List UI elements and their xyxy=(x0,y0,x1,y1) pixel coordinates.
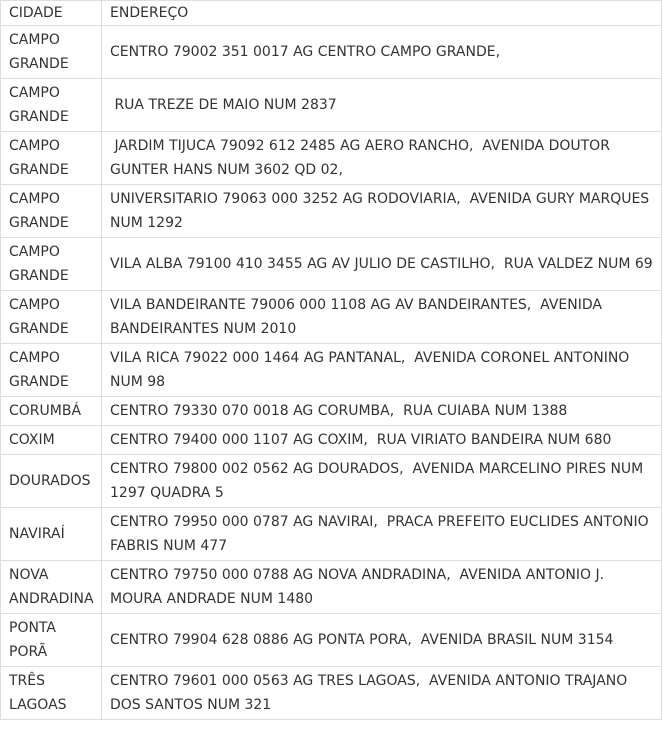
address-cell: CENTRO 79601 000 0563 AG TRES LAGOAS, AVENIDA ANTONIO TRAJANO DOS SANTOS NUM 321 xyxy=(102,667,662,720)
table-row xyxy=(1,508,662,561)
table-row xyxy=(1,291,662,344)
address-cell: CENTRO 79800 002 0562 AG DOURADOS, AVENIDA MARCELINO PIRES NUM 1297 QUADRA 5 xyxy=(102,455,662,508)
city-cell: COXIM xyxy=(1,426,102,455)
address-cell: JARDIM TIJUCA 79092 612 2485 AG AERO RANCHO, AVENIDA DOUTOR GUNTER HANS NUM 3602 QD 02, xyxy=(102,132,662,185)
city-cell: TRÊS LAGOAS xyxy=(1,667,102,720)
address-cell: CENTRO 79950 000 0787 AG NAVIRAI, PRACA PREFEITO EUCLIDES ANTONIO FABRIS NUM 477 xyxy=(102,508,662,561)
city-cell: CAMPO GRANDE xyxy=(1,291,102,344)
city-cell: CAMPO GRANDE xyxy=(1,185,102,238)
table-row xyxy=(1,79,662,132)
address-table-body xyxy=(1,1,662,720)
city-cell: CAMPO GRANDE xyxy=(1,132,102,185)
table-row xyxy=(1,561,662,614)
city-cell: NAVIRAÍ xyxy=(1,508,102,561)
address-cell: CENTRO 79002 351 0017 AG CENTRO CAMPO GRANDE, xyxy=(102,26,662,79)
table-header-row xyxy=(1,1,662,26)
table-row xyxy=(1,426,662,455)
city-cell: CAMPO GRANDE xyxy=(1,26,102,79)
table-row xyxy=(1,185,662,238)
table-row xyxy=(1,132,662,185)
address-cell: CENTRO 79904 628 0886 AG PONTA PORA, AVENIDA BRASIL NUM 3154 xyxy=(102,614,662,667)
address-cell: CENTRO 79400 000 1107 AG COXIM, RUA VIRIATO BANDEIRA NUM 680 xyxy=(102,426,662,455)
table-row xyxy=(1,26,662,79)
city-cell: DOURADOS xyxy=(1,455,102,508)
city-cell: CAMPO GRANDE xyxy=(1,79,102,132)
city-cell: CORUMBÁ xyxy=(1,397,102,426)
table-row xyxy=(1,667,662,720)
address-cell: VILA BANDEIRANTE 79006 000 1108 AG AV BANDEIRANTES, AVENIDA BANDEIRANTES NUM 2010 xyxy=(102,291,662,344)
address-cell: UNIVERSITARIO 79063 000 3252 AG RODOVIARIA, AVENIDA GURY MARQUES NUM 1292 xyxy=(102,185,662,238)
address-cell: CENTRO 79330 070 0018 AG CORUMBA, RUA CUIABA NUM 1388 xyxy=(102,397,662,426)
address-cell: VILA RICA 79022 000 1464 AG PANTANAL, AVENIDA CORONEL ANTONINO NUM 98 xyxy=(102,344,662,397)
table-row xyxy=(1,397,662,426)
table-row xyxy=(1,455,662,508)
table-row xyxy=(1,614,662,667)
header-city: CIDADE xyxy=(1,1,102,26)
address-cell: CENTRO 79750 000 0788 AG NOVA ANDRADINA, AVENIDA ANTONIO J. MOURA ANDRADE NUM 1480 xyxy=(102,561,662,614)
table-row xyxy=(1,344,662,397)
table-row xyxy=(1,238,662,291)
address-cell: RUA TREZE DE MAIO NUM 2837 xyxy=(102,79,662,132)
city-cell: PONTA PORÃ xyxy=(1,614,102,667)
city-cell: CAMPO GRANDE xyxy=(1,238,102,291)
header-address: ENDEREÇO xyxy=(102,1,662,26)
city-cell: NOVA ANDRADINA xyxy=(1,561,102,614)
address-cell: VILA ALBA 79100 410 3455 AG AV JULIO DE CASTILHO, RUA VALDEZ NUM 69 xyxy=(102,238,662,291)
city-cell: CAMPO GRANDE xyxy=(1,344,102,397)
